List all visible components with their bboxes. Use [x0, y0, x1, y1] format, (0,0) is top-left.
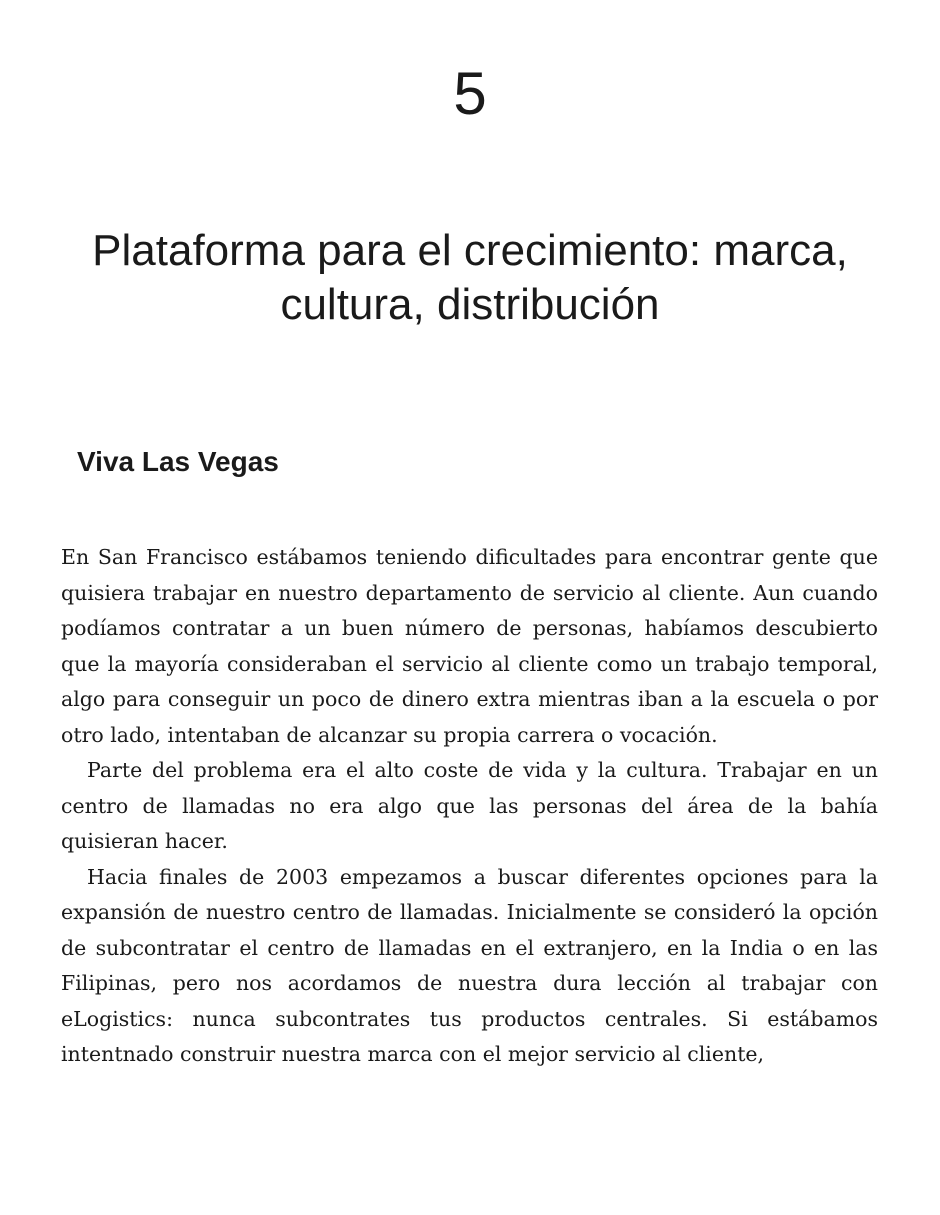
section-heading: Viva Las Vegas	[77, 446, 279, 477]
chapter-number: 5	[453, 60, 487, 127]
paragraph: Parte del problema era el alto coste de vida y la cultura. Trabajar en un centro de llamadas no era algo que las personas del área de la bahía quisieran hacer.	[61, 758, 878, 853]
paragraph: Hacia finales de 2003 empezamos a buscar diferentes opciones para la expansión de nuestro centro de llamadas. Inicialmente se consideró la opción de subcontratar el centro de llamadas en el extranjero, en la India o en las Filipinas, pero nos acordamos de nuestra dura lección al trabajar con eLogistics: nunca subcontrates tus productos centrales. Si estábamos intentnado construir nuestra marca con el mejor servicio al cliente,	[61, 864, 878, 1066]
paragraph: En San Francisco estábamos teniendo dificultades para encontrar gente que quisiera trabajar en nuestro departamento de servicio al cliente. Aun cuando podíamos contratar a un buen número de personas, habíamos descubierto que la mayoría consideraban el servicio al cliente como un trabajo temporal, algo para conseguir un poco de dinero extra mientras iban a la escuela o por otro lado, intentaban de alcanzar su propia carrera o vocación.	[61, 545, 878, 747]
body-text	[61, 540, 878, 1073]
chapter-title: Plataforma para el crecimiento: marca, cultura, distribución	[92, 226, 848, 329]
